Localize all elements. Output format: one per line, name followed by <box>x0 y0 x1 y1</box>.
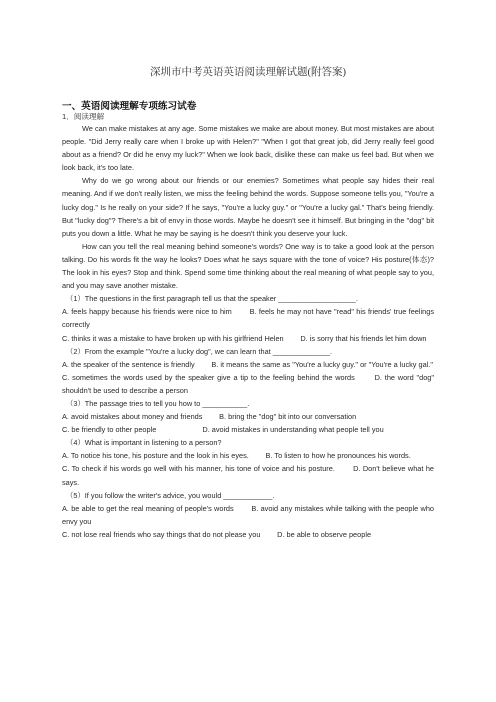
question-options: A. be able to get the real meaning of people's words B. avoid any mistakes while talking with the people who envy you <box>62 503 434 526</box>
question-options: A. avoid mistakes about money and friends B. bring the "dog" bit into our conversation <box>62 412 357 422</box>
question-stem: （2）From the example "You're a lucky dog", we can learn that ______________. <box>66 346 332 356</box>
question-options: C. be friendly to other people D. avoid mistakes in understanding what people tell you <box>62 425 384 435</box>
question-options: C. sometimes the words used by the speaker give a tip to the feeling behind the words D. the word "dog" shouldn't be used to describe a person <box>62 372 434 395</box>
question-stem: （5）If you follow the writer's advice, you would ____________. <box>66 490 275 500</box>
question-stem: （1）The questions in the first paragraph tell us that the speaker ___________________. <box>66 294 358 304</box>
question-4 <box>62 436 434 488</box>
question-options: A. the speaker of the sentence is friendly B. it means the same as "You're a lucky guy." or "You're a lucky gal." <box>62 359 433 369</box>
question-2 <box>62 345 434 397</box>
document-title: 深圳市中考英语英语阅读理解试题(附答案) <box>150 67 346 78</box>
reading-passage <box>62 122 434 541</box>
question-3 <box>62 397 434 436</box>
question-options: C. To check if his words go well with his manner, his tone of voice and his posture. D. Don't believe what he says. <box>62 464 434 487</box>
question-options: A. feels happy because his friends were nice to him B. feels he may not have "read" his friends' true feelings correctly <box>62 307 434 330</box>
question-5 <box>62 489 434 541</box>
question-options: C. thinks it was a mistake to have broken up with his girlfriend Helen D. is sorry that his friends let him down <box>62 333 427 343</box>
passage-paragraph-3: How can you tell the real meaning behind someone's words? One way is to take a good look at the person talking. Do his words fit the way he looks? Does what he says square with the tone of voice? His posture(体态)? The look in his eyes? Stop and think. Spend some time thinking about the real meaning of what people say to you, and you may save another mistake. <box>62 241 434 291</box>
question-stem: （4）What is important in listening to a person? <box>66 438 222 448</box>
question-stem: （3）The passage tries to tell you how to ___________. <box>66 398 250 408</box>
passage-paragraph-1: We can make mistakes at any age. Some mistakes we make are about money. But most mistakes are about people. "Did Jerry really care when I broke up with Helen?" "When I got that great job, did Jerry really feel good about as a friend? Or did he envy my luck?" When we look back, dislike these can make us feel bad. But when we look back, it's too late. <box>62 124 434 173</box>
question-1 <box>62 292 434 344</box>
question-options: C. not lose real friends who say things that do not please you D. be able to observe people <box>62 529 372 539</box>
question-options: A. To notice his tone, his posture and the look in his eyes. B. To listen to how he pronounces his words. <box>62 451 411 461</box>
item-label: 1．阅读理解 <box>62 112 105 121</box>
passage-paragraph-2: Why do we go wrong about our friends or our enemies? Sometimes what people say hides their real meaning. And if we don't really listen, we miss the feeling behind the words. Suppose someone tells you, "You're a lucky dog." Is he really on your side? If he says, "You're a lucky guy." or "You're a lucky gal." That's being friendly. But "lucky dog"? There's a bit of envy in those words. Maybe he doesn't see it himself. But bringing in the "dog" bit puts you down a little. What he may be saying is he doesn't think you deserve your luck. <box>62 176 434 238</box>
section-heading: 一、英语阅读理解专项练习试卷 <box>62 101 197 112</box>
